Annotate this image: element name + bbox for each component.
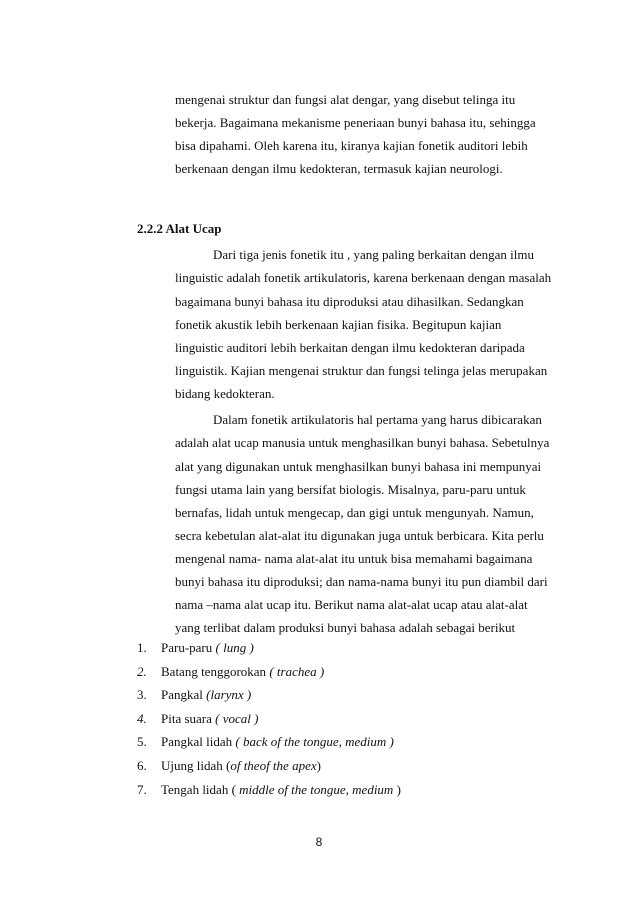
text-line: adalah alat ucap manusia untuk menghasilkan bunyi bahasa. Sebetulnya (175, 435, 550, 450)
list-item (137, 782, 401, 806)
list-item (137, 734, 401, 758)
text-line: linguistic adalah fonetik artikulatoris, karena berkenaan dengan masalah (175, 270, 552, 285)
list-number: 1. (137, 640, 147, 655)
text-line: bisa dipahami. Oleh karena itu, kiranya kajian fonetik auditori lebih (175, 138, 528, 153)
list-number: 2. (137, 663, 147, 679)
list-number: 6. (137, 757, 147, 773)
list-item (137, 687, 401, 711)
list-text: Batang tenggorokan (161, 663, 270, 679)
list-after: ) (316, 757, 321, 773)
text-line: yang terlibat dalam produksi bunyi bahasa adalah sebagai berikut (175, 620, 516, 635)
list-term: ( vocal ) (215, 710, 259, 726)
list-text: Pita suara (161, 710, 216, 726)
text-line: fonetik akustik lebih berkenaan kajian fisika. Begitupun kajian (175, 317, 502, 332)
text-line: mengenai struktur dan fungsi alat dengar, yang disebut telinga itu (175, 92, 516, 107)
list-item (137, 640, 401, 664)
list-term: middle of the tongue, medium (239, 781, 394, 797)
list-term: (larynx ) (206, 687, 252, 703)
text-line: bunyi bahasa itu diproduksi; dan nama-nama bunyi itu pun diambil dari (175, 574, 548, 589)
text-line: bidang kedokteran. (175, 386, 275, 401)
list-text: Ujung lidah ( (161, 757, 231, 773)
text-line: Dari tiga jenis fonetik itu , yang paling berkaitan dengan ilmu (213, 247, 534, 262)
text-line: nama –nama alat ucap itu. Berikut nama alat-alat ucap atau alat-alat (175, 597, 528, 612)
list-number: 7. (137, 781, 147, 797)
list-text: Pangkal lidah (161, 734, 236, 750)
list-text: Pangkal (161, 687, 207, 703)
text-line: linguistik. Kajian mengenai struktur dan fungsi telinga jelas merupakan (175, 363, 548, 378)
text-line: secra kebetulan alat-alat itu digunakan juga untuk berbicara. Kita perlu (175, 528, 544, 543)
list-term: ( trachea ) (269, 663, 325, 679)
list-number: 5. (137, 734, 147, 750)
list-item (137, 711, 401, 735)
text-line: berkenaan dengan ilmu kedokteran, termasuk kajian neurologi. (175, 161, 503, 176)
section-heading: 2.2.2 Alat Ucap (137, 221, 222, 236)
text-line: alat yang digunakan untuk menghasilkan bunyi bahasa ini mempunyai (175, 459, 542, 474)
list-number: 3. (137, 687, 147, 703)
list-text: Tengah lidah ( (161, 781, 240, 797)
list-term: ( back of the tongue, medium ) (235, 734, 394, 750)
list-term: of theof the apex (230, 757, 317, 773)
speech-organ-list (137, 640, 401, 805)
text-line: mengenal nama- nama alat-alat itu untuk bisa memahami bagaimana (175, 551, 533, 566)
text-line: bekerja. Bagaimana mekanisme peneriaan bunyi bahasa itu, sehingga (175, 115, 536, 130)
page-number: 8 (315, 835, 323, 849)
text-line: fungsi utama lain yang bersifat biologis. Misalnya, paru-paru untuk (175, 482, 526, 497)
text-line: bernafas, lidah untuk mengecap, dan gigi untuk mengunyah. Namun, (175, 505, 534, 520)
list-item (137, 758, 401, 782)
list-term: ( lung ) (215, 640, 254, 655)
list-number: 4. (137, 710, 147, 726)
text-line: linguistic auditori lebih berkaitan dengan ilmu kedokteran daripada (175, 340, 525, 355)
list-text: Paru-paru (161, 640, 216, 655)
list-after: ) (393, 781, 401, 797)
list-item (137, 664, 401, 688)
text-line: Dalam fonetik artikulatoris hal pertama yang harus dibicarakan (213, 412, 542, 427)
text-line: bagaimana bunyi bahasa itu diproduksi atau dihasilkan. Sedangkan (175, 294, 524, 309)
